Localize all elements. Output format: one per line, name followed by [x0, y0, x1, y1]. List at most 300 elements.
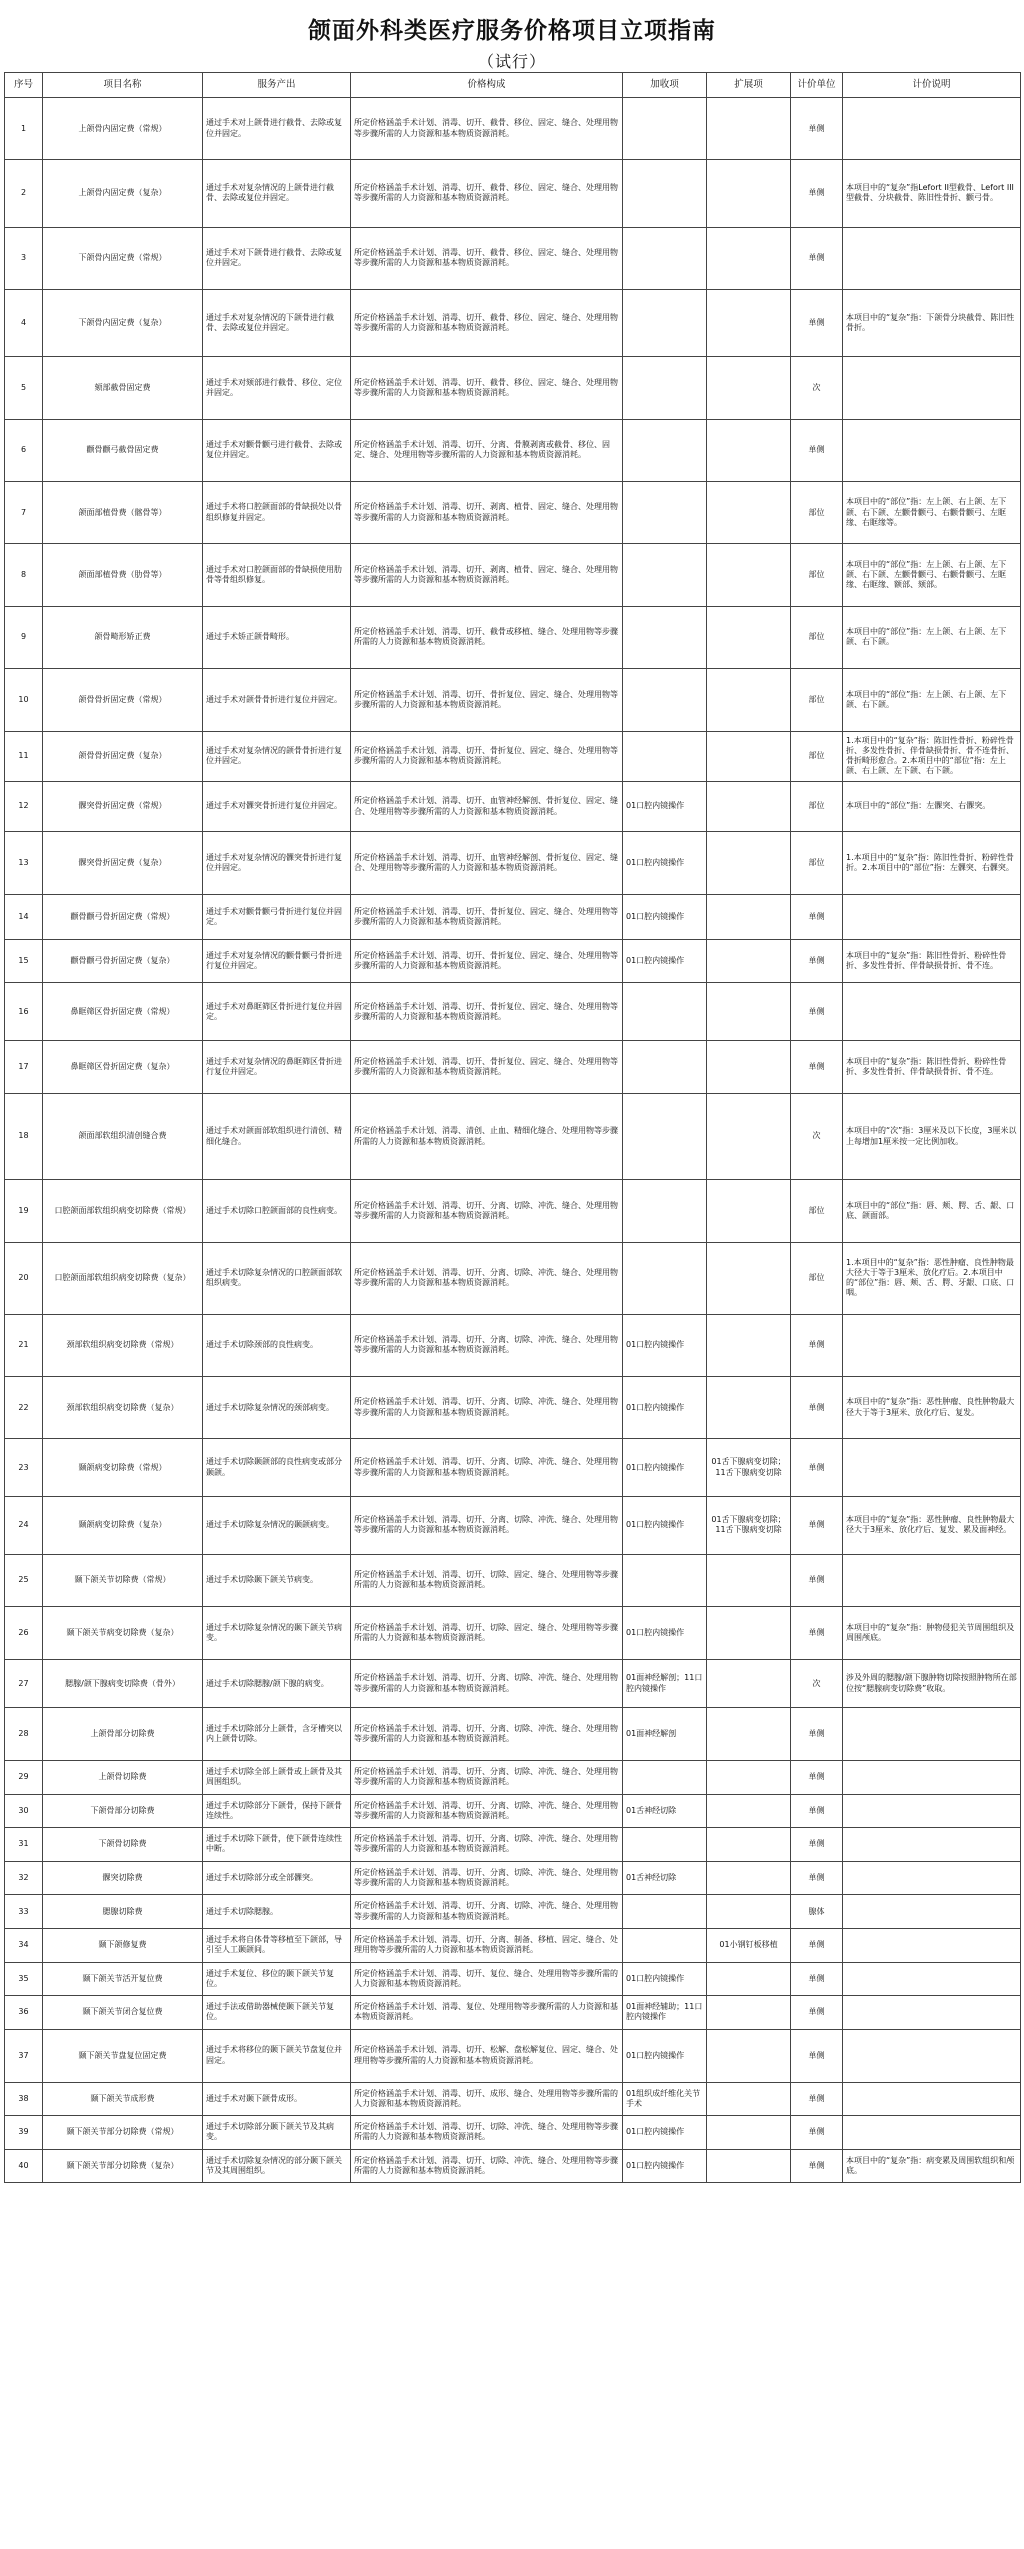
addon-item	[623, 289, 707, 356]
table-row	[5, 1377, 1021, 1439]
row-number: 17	[5, 1041, 43, 1094]
pricing-composition: 所定价格涵盖手术计划、消毒、切开、松解、盘松解复位、固定、缝合、处理用物等步骤所需的人力资源和基本物质资源消耗。	[351, 2029, 623, 2082]
table-row	[5, 1554, 1021, 1607]
extension-item	[707, 669, 791, 731]
pricing-note	[843, 1828, 1021, 1862]
table-row	[5, 1996, 1021, 2030]
addon-item: 01舌神经切除	[623, 1794, 707, 1828]
extension-item	[707, 1861, 791, 1895]
document-title: 颌面外科类医疗服务价格项目立项指南	[308, 17, 716, 44]
extension-item	[707, 1760, 791, 1794]
pricing-note	[843, 1554, 1021, 1607]
project-name: 颞颌病变切除费（复杂）	[43, 1497, 203, 1555]
table-row	[5, 419, 1021, 481]
pricing-composition: 所定价格涵盖手术计划、消毒、切开、成形、缝合、处理用物等步骤所需的人力资源和基本物质资源消耗。	[351, 2082, 623, 2116]
pricing-note	[843, 1962, 1021, 1996]
addon-item: 01口腔内镜操作	[623, 1607, 707, 1660]
extension-item	[707, 1996, 791, 2030]
pricing-unit: 单侧	[791, 1041, 843, 1094]
table-row	[5, 1607, 1021, 1660]
pricing-unit: 单侧	[791, 98, 843, 160]
extension-item	[707, 1314, 791, 1376]
pricing-unit: 单侧	[791, 1607, 843, 1660]
table-row	[5, 1928, 1021, 1962]
document-header	[4, 0, 1020, 72]
pricing-unit: 次	[791, 357, 843, 419]
addon-item	[623, 1041, 707, 1094]
project-name: 上颌骨部分切除费	[43, 1708, 203, 1761]
row-number: 9	[5, 606, 43, 668]
col-header-addon: 加收项	[623, 73, 707, 98]
project-name: 口腔颌面部软组织病变切除费（复杂）	[43, 1242, 203, 1314]
extension-item: 01舌下腺病变切除；11舌下腺病变切除	[707, 1497, 791, 1555]
table-row	[5, 1093, 1021, 1179]
pricing-note	[843, 1895, 1021, 1929]
addon-item	[623, 1093, 707, 1179]
pricing-unit: 单侧	[791, 289, 843, 356]
row-number: 19	[5, 1180, 43, 1242]
extension-item	[707, 1794, 791, 1828]
pricing-composition: 所定价格涵盖手术计划、消毒、切开、剥离、植骨、固定、缝合、处理用物等步骤所需的人力资源和基本物质资源消耗。	[351, 481, 623, 543]
service-output: 通过手术将口腔颌面部的骨缺损处以骨组织修复并固定。	[203, 481, 351, 543]
pricing-unit: 单侧	[791, 1708, 843, 1761]
pricing-note	[843, 2116, 1021, 2150]
project-name: 下颌骨切除费	[43, 1828, 203, 1862]
pricing-note	[843, 1314, 1021, 1376]
pricing-composition: 所定价格涵盖手术计划、消毒、切开、分离、骨膜剥离或截骨、移位、固定、缝合、处理用物等步骤所需的人力资源和基本物质资源消耗。	[351, 419, 623, 481]
service-output: 通过手术切除腮腺。	[203, 1895, 351, 1929]
extension-item	[707, 481, 791, 543]
project-name: 下颌骨内固定费（常规）	[43, 227, 203, 289]
extension-item	[707, 1242, 791, 1314]
project-name: 颞下颌关节部分切除费（常规）	[43, 2116, 203, 2150]
extension-item: 01舌下腺病变切除；11舌下腺病变切除	[707, 1439, 791, 1497]
pricing-composition: 所定价格涵盖手术计划、消毒、切开、骨折复位、固定、缝合、处理用物等步骤所需的人力资源和基本物质资源消耗。	[351, 731, 623, 781]
table-row	[5, 940, 1021, 983]
pricing-unit: 单侧	[791, 940, 843, 983]
addon-item: 01口腔内镜操作	[623, 2149, 707, 2183]
pricing-note	[843, 983, 1021, 1041]
addon-item	[623, 1760, 707, 1794]
pricing-composition: 所定价格涵盖手术计划、消毒、切开、骨折复位、固定、缝合、处理用物等步骤所需的人力资源和基本物质资源消耗。	[351, 1041, 623, 1094]
service-output: 通过手术切除部分颞下颌关节及其病变。	[203, 2116, 351, 2150]
extension-item	[707, 606, 791, 668]
row-number: 3	[5, 227, 43, 289]
project-name: 颞下颌关节闭合复位费	[43, 1996, 203, 2030]
table-row	[5, 832, 1021, 894]
project-name: 腮腺切除费	[43, 1895, 203, 1929]
service-output: 通过手术切除颞颌部的良性病变或部分颞颌。	[203, 1439, 351, 1497]
extension-item	[707, 832, 791, 894]
project-name: 颌面部植骨费（髂骨等）	[43, 481, 203, 543]
pricing-composition: 所定价格涵盖手术计划、消毒、切开、分离、切除、冲洗、缝合、处理用物等步骤所需的人力资源和基本物质资源消耗。	[351, 1760, 623, 1794]
pricing-unit: 单侧	[791, 1996, 843, 2030]
addon-item	[623, 1242, 707, 1314]
addon-item: 01口腔内镜操作	[623, 1377, 707, 1439]
addon-item	[623, 98, 707, 160]
table-row	[5, 894, 1021, 940]
service-output: 通过手术对复杂情况的下颌骨进行截骨、去除或复位并固定。	[203, 289, 351, 356]
addon-item	[623, 731, 707, 781]
pricing-composition: 所定价格涵盖手术计划、消毒、切开、骨折复位、固定、缝合、处理用物等步骤所需的人力资源和基本物质资源消耗。	[351, 940, 623, 983]
project-name: 颞下颌关节切除费（常规）	[43, 1554, 203, 1607]
table-row	[5, 2082, 1021, 2116]
project-name: 颞下颌关节病变切除费（复杂）	[43, 1607, 203, 1660]
extension-item	[707, 731, 791, 781]
col-header-unit: 计价单位	[791, 73, 843, 98]
row-number: 6	[5, 419, 43, 481]
addon-item: 01口腔内镜操作	[623, 832, 707, 894]
service-output: 通过手术将移位的颞下颌关节盘复位并固定。	[203, 2029, 351, 2082]
pricing-unit: 单侧	[791, 1439, 843, 1497]
project-name: 颌骨骨折固定费（常规）	[43, 669, 203, 731]
pricing-note: 本项目中的“复杂”指：病变累及周围软组织和颅底。	[843, 2149, 1021, 2183]
service-output: 通过手术切除复杂情况的颞下颌关节病变。	[203, 1607, 351, 1660]
pricing-unit: 次	[791, 1093, 843, 1179]
addon-item	[623, 227, 707, 289]
table-row	[5, 781, 1021, 831]
row-number: 16	[5, 983, 43, 1041]
extension-item	[707, 1708, 791, 1761]
table-row	[5, 1962, 1021, 1996]
addon-item: 01口腔内镜操作	[623, 1962, 707, 1996]
project-name: 颌骨畸形矫正费	[43, 606, 203, 668]
addon-item	[623, 419, 707, 481]
pricing-note	[843, 1928, 1021, 1962]
row-number: 28	[5, 1708, 43, 1761]
row-number: 24	[5, 1497, 43, 1555]
project-name: 颞下颌关节成形费	[43, 2082, 203, 2116]
addon-item	[623, 606, 707, 668]
pricing-unit: 单侧	[791, 1377, 843, 1439]
service-output: 通过手术切除部分上颌骨，含牙槽突以内上颌骨切除。	[203, 1708, 351, 1761]
pricing-composition: 所定价格涵盖手术计划、消毒、切开、分离、切除、冲洗、缝合、处理用物等步骤所需的人力资源和基本物质资源消耗。	[351, 1439, 623, 1497]
table-row	[5, 1828, 1021, 1862]
col-header-no: 序号	[5, 73, 43, 98]
addon-item: 01口腔内镜操作	[623, 940, 707, 983]
table-row	[5, 1439, 1021, 1497]
service-output: 通过手术对下颌骨进行截骨、去除或复位并固定。	[203, 227, 351, 289]
pricing-note	[843, 227, 1021, 289]
extension-item	[707, 544, 791, 606]
service-output: 通过手术对颞下颌骨成形。	[203, 2082, 351, 2116]
pricing-note	[843, 1708, 1021, 1761]
extension-item	[707, 940, 791, 983]
pricing-composition: 所定价格涵盖手术计划、消毒、切开、分离、切除、冲洗、缝合、处理用物等步骤所需的人力资源和基本物质资源消耗。	[351, 1180, 623, 1242]
pricing-composition: 所定价格涵盖手术计划、消毒、切开、分离、切除、冲洗、缝合、处理用物等步骤所需的人力资源和基本物质资源消耗。	[351, 1314, 623, 1376]
row-number: 21	[5, 1314, 43, 1376]
pricing-note: 本项目中的“部位”指：左髁突、右髁突。	[843, 781, 1021, 831]
extension-item	[707, 289, 791, 356]
pricing-composition: 所定价格涵盖手术计划、消毒、切开、骨折复位、固定、缝合、处理用物等步骤所需的人力资源和基本物质资源消耗。	[351, 983, 623, 1041]
pricing-composition: 所定价格涵盖手术计划、消毒、切开、切除、固定、缝合、处理用物等步骤所需的人力资源和基本物质资源消耗。	[351, 1554, 623, 1607]
pricing-composition: 所定价格涵盖手术计划、消毒、切开、分离、切除、冲洗、缝合、处理用物等步骤所需的人力资源和基本物质资源消耗。	[351, 1828, 623, 1862]
pricing-note	[843, 1760, 1021, 1794]
table-row	[5, 160, 1021, 227]
extension-item	[707, 227, 791, 289]
row-number: 1	[5, 98, 43, 160]
table-row	[5, 1041, 1021, 1094]
row-number: 18	[5, 1093, 43, 1179]
table-row	[5, 227, 1021, 289]
table-row	[5, 1180, 1021, 1242]
row-number: 30	[5, 1794, 43, 1828]
addon-item: 01口腔内镜操作	[623, 2029, 707, 2082]
pricing-table	[4, 72, 1021, 2183]
pricing-note: 本项目中的“部位”指：左上颌、右上颌、左下颌、右下颌、左颧骨颧弓、右颧骨颧弓、左眶缘、右眶缘、额部、颏部。	[843, 544, 1021, 606]
table-row	[5, 98, 1021, 160]
pricing-unit: 单侧	[791, 1928, 843, 1962]
row-number: 35	[5, 1962, 43, 1996]
pricing-unit: 部位	[791, 781, 843, 831]
pricing-composition: 所定价格涵盖手术计划、消毒、切开、分离、切除、冲洗、缝合、处理用物等步骤所需的人力资源和基本物质资源消耗。	[351, 1497, 623, 1555]
table-row	[5, 1861, 1021, 1895]
pricing-unit: 部位	[791, 1180, 843, 1242]
table-row	[5, 544, 1021, 606]
pricing-unit: 单侧	[791, 419, 843, 481]
col-header-pricing: 价格构成	[351, 73, 623, 98]
pricing-composition: 所定价格涵盖手术计划、消毒、复位、处理用物等步骤所需的人力资源和基本物质资源消耗。	[351, 1996, 623, 2030]
pricing-unit: 单侧	[791, 1794, 843, 1828]
pricing-note: 本项目中的“复杂”指：下颌骨分块截骨、陈旧性骨折。	[843, 289, 1021, 356]
project-name: 颞颌病变切除费（常规）	[43, 1439, 203, 1497]
addon-item: 01口腔内镜操作	[623, 1314, 707, 1376]
pricing-unit: 部位	[791, 1242, 843, 1314]
table-row	[5, 2029, 1021, 2082]
row-number: 5	[5, 357, 43, 419]
pricing-note: 1.本项目中的“复杂”指：陈旧性骨折、粉碎性骨折、多发性骨折、伴骨缺损骨折、骨不连骨折、骨折畸形愈合。2.本项目中的“部位”指：左上颌、右上颌、左下颌、右下颌。	[843, 731, 1021, 781]
extension-item	[707, 1180, 791, 1242]
row-number: 40	[5, 2149, 43, 2183]
pricing-unit: 单侧	[791, 227, 843, 289]
service-output: 通过手术切除部分下颌骨，保持下颌骨连续性。	[203, 1794, 351, 1828]
project-name: 颈部软组织病变切除费（常规）	[43, 1314, 203, 1376]
pricing-note	[843, 1861, 1021, 1895]
addon-item	[623, 160, 707, 227]
service-output: 通过手术对颌面部软组织进行清创、精细化缝合。	[203, 1093, 351, 1179]
pricing-unit: 腺体	[791, 1895, 843, 1929]
pricing-composition: 所定价格涵盖手术计划、消毒、切开、切除、冲洗、缝合、处理用物等步骤所需的人力资源和基本物质资源消耗。	[351, 2149, 623, 2183]
addon-item: 01口腔内镜操作	[623, 1497, 707, 1555]
pricing-note: 本项目中的“次”指：3厘米及以下长度，3厘米以上每增加1厘米按一定比例加收。	[843, 1093, 1021, 1179]
pricing-unit: 部位	[791, 731, 843, 781]
service-output: 通过手术切除部分或全部髁突。	[203, 1861, 351, 1895]
addon-item	[623, 481, 707, 543]
addon-item: 01组织成纤维化关节手术	[623, 2082, 707, 2116]
table-row	[5, 606, 1021, 668]
project-name: 颧骨颧弓骨折固定费（复杂）	[43, 940, 203, 983]
project-name: 颞下颌修复费	[43, 1928, 203, 1962]
addon-item	[623, 544, 707, 606]
project-name: 颞下颌关节部分切除费（复杂）	[43, 2149, 203, 2183]
extension-item	[707, 1607, 791, 1660]
pricing-note: 本项目中的“复杂”指：陈旧性骨折、粉碎性骨折、多发性骨折、伴骨缺损骨折、骨不连。	[843, 940, 1021, 983]
project-name: 颧骨颧弓截骨固定费	[43, 419, 203, 481]
service-output: 通过手术对颏部进行截骨、移位、定位并固定。	[203, 357, 351, 419]
pricing-unit: 次	[791, 1660, 843, 1708]
service-output: 通过手术复位、移位的颞下颌关节复位。	[203, 1962, 351, 1996]
pricing-unit: 单侧	[791, 2082, 843, 2116]
pricing-unit: 单侧	[791, 2149, 843, 2183]
pricing-composition: 所定价格涵盖手术计划、消毒、切开、分离、切除、冲洗、缝合、处理用物等步骤所需的人力资源和基本物质资源消耗。	[351, 1708, 623, 1761]
pricing-composition: 所定价格涵盖手术计划、消毒、切开、分离、切除、冲洗、缝合、处理用物等步骤所需的人力资源和基本物质资源消耗。	[351, 1794, 623, 1828]
table-row	[5, 983, 1021, 1041]
addon-item	[623, 1554, 707, 1607]
pricing-composition: 所定价格涵盖手术计划、消毒、切开、截骨、移位、固定、缝合、处理用物等步骤所需的人力资源和基本物质资源消耗。	[351, 289, 623, 356]
pricing-composition: 所定价格涵盖手术计划、消毒、切开、血管神经解剖、骨折复位、固定、缝合、处理用物等步骤所需的人力资源和基本物质资源消耗。	[351, 781, 623, 831]
table-row	[5, 1708, 1021, 1761]
addon-item	[623, 1928, 707, 1962]
row-number: 4	[5, 289, 43, 356]
extension-item	[707, 1962, 791, 1996]
pricing-note: 1.本项目中的“复杂”指：恶性肿瘤、良性肿物最大径大于等于3厘米、放化疗后。2.本项目中的“部位”指：唇、颊、舌、腭、牙龈、口底、口咽。	[843, 1242, 1021, 1314]
addon-item: 01面神经解剖	[623, 1708, 707, 1761]
pricing-composition: 所定价格涵盖手术计划、消毒、切开、分离、切除、冲洗、缝合、处理用物等步骤所需的人力资源和基本物质资源消耗。	[351, 1660, 623, 1708]
project-name: 颌面部软组织清创缝合费	[43, 1093, 203, 1179]
project-name: 鼻眶筛区骨折固定费（复杂）	[43, 1041, 203, 1094]
row-number: 38	[5, 2082, 43, 2116]
service-output: 通过手术对髁突骨折进行复位并固定。	[203, 781, 351, 831]
extension-item	[707, 781, 791, 831]
row-number: 23	[5, 1439, 43, 1497]
pricing-note: 涉及外周的腮腺/颌下腺肿物切除按照肿物所在部位按“腮腺病变切除费”收取。	[843, 1660, 1021, 1708]
addon-item	[623, 669, 707, 731]
table-row	[5, 2149, 1021, 2183]
pricing-note: 本项目中的“复杂”指：肿物侵犯关节周围组织及周围颅底。	[843, 1607, 1021, 1660]
table-row	[5, 289, 1021, 356]
table-row	[5, 731, 1021, 781]
service-output: 通过手术切除复杂情况的部分颞下颌关节及其周围组织。	[203, 2149, 351, 2183]
project-name: 髁突切除费	[43, 1861, 203, 1895]
pricing-composition: 所定价格涵盖手术计划、消毒、切开、分离、切除、冲洗、缝合、处理用物等步骤所需的人力资源和基本物质资源消耗。	[351, 1861, 623, 1895]
pricing-note: 本项目中的“复杂”指Lefort II型截骨、Lefort III型截骨、分块截骨、陈旧性骨折、颧弓骨。	[843, 160, 1021, 227]
extension-item	[707, 1660, 791, 1708]
row-number: 32	[5, 1861, 43, 1895]
service-output: 通过手术对复杂情况的颧骨颧弓骨折进行复位并固定。	[203, 940, 351, 983]
extension-item: 01小钢钉板移植	[707, 1928, 791, 1962]
pricing-unit: 单侧	[791, 983, 843, 1041]
service-output: 通过手术矫正颌骨畸形。	[203, 606, 351, 668]
pricing-unit: 单侧	[791, 1760, 843, 1794]
pricing-note	[843, 1439, 1021, 1497]
extension-item	[707, 1377, 791, 1439]
row-number: 33	[5, 1895, 43, 1929]
row-number: 34	[5, 1928, 43, 1962]
addon-item: 01口腔内镜操作	[623, 894, 707, 940]
extension-item	[707, 1041, 791, 1094]
pricing-composition: 所定价格涵盖手术计划、消毒、切开、分离、切除、冲洗、缝合、处理用物等步骤所需的人力资源和基本物质资源消耗。	[351, 1242, 623, 1314]
pricing-unit: 部位	[791, 544, 843, 606]
pricing-composition: 所定价格涵盖手术计划、消毒、切开、骨折复位、固定、缝合、处理用物等步骤所需的人力资源和基本物质资源消耗。	[351, 669, 623, 731]
project-name: 髁突骨折固定费（常规）	[43, 781, 203, 831]
col-header-ext: 扩展项	[707, 73, 791, 98]
table-row	[5, 1794, 1021, 1828]
pricing-composition: 所定价格涵盖手术计划、消毒、切开、切除、固定、缝合、处理用物等步骤所需的人力资源和基本物质资源消耗。	[351, 1607, 623, 1660]
pricing-note	[843, 1996, 1021, 2030]
service-output: 通过手术对鼻眶筛区骨折进行复位并固定。	[203, 983, 351, 1041]
pricing-composition: 所定价格涵盖手术计划、消毒、切开、分离、切除、冲洗、缝合、处理用物等步骤所需的人力资源和基本物质资源消耗。	[351, 1377, 623, 1439]
project-name: 颌面部植骨费（肋骨等）	[43, 544, 203, 606]
row-number: 10	[5, 669, 43, 731]
row-number: 27	[5, 1660, 43, 1708]
project-name: 上颌骨切除费	[43, 1760, 203, 1794]
document-subtitle: （试行）	[477, 52, 546, 71]
pricing-unit: 单侧	[791, 894, 843, 940]
pricing-note	[843, 419, 1021, 481]
service-output: 通过手术对复杂情况的上颌骨进行截骨、去除或复位并固定。	[203, 160, 351, 227]
project-name: 颞下颌关节活开复位费	[43, 1962, 203, 1996]
pricing-composition: 所定价格涵盖手术计划、消毒、切开、剥离、植骨、固定、缝合、处理用物等步骤所需的人力资源和基本物质资源消耗。	[351, 544, 623, 606]
pricing-note: 本项目中的“部位”指：左上颌、右上颌、左下颌、右下颌、左颧骨颧弓、右颧骨颧弓、左眶缘、右眶缘等。	[843, 481, 1021, 543]
table-row	[5, 1760, 1021, 1794]
addon-item: 01面神经辅助；11口腔内镜操作	[623, 1996, 707, 2030]
pricing-unit: 部位	[791, 606, 843, 668]
service-output: 通过手术切除颈部的良性病变。	[203, 1314, 351, 1376]
extension-item	[707, 1093, 791, 1179]
service-output: 通过手术对复杂情况的髁突骨折进行复位并固定。	[203, 832, 351, 894]
pricing-note: 本项目中的“部位”指：唇、颊、腭、舌、龈、口底、颌面部。	[843, 1180, 1021, 1242]
row-number: 2	[5, 160, 43, 227]
pricing-unit: 单侧	[791, 1554, 843, 1607]
pricing-composition: 所定价格涵盖手术计划、消毒、切开、切除、冲洗、缝合、处理用物等步骤所需的人力资源和基本物质资源消耗。	[351, 2116, 623, 2150]
row-number: 25	[5, 1554, 43, 1607]
addon-item: 01口腔内镜操作	[623, 781, 707, 831]
pricing-unit: 单侧	[791, 1962, 843, 1996]
col-header-output: 服务产出	[203, 73, 351, 98]
pricing-composition: 所定价格涵盖手术计划、消毒、切开、分离、制备、移植、固定、缝合、处理用物等步骤所需的人力资源和基本物质资源消耗。	[351, 1928, 623, 1962]
project-name: 上颌骨内固定费（复杂）	[43, 160, 203, 227]
extension-item	[707, 419, 791, 481]
pricing-unit: 单侧	[791, 1314, 843, 1376]
service-output: 通过手术切除全部上颌骨或上颌骨及其周围组织。	[203, 1760, 351, 1794]
table-row	[5, 1314, 1021, 1376]
pricing-note: 本项目中的“部位”指：左上颌、右上颌、左下颌、右下颌。	[843, 606, 1021, 668]
table-row	[5, 669, 1021, 731]
extension-item	[707, 98, 791, 160]
table-row	[5, 1497, 1021, 1555]
table-row	[5, 1242, 1021, 1314]
row-number: 39	[5, 2116, 43, 2150]
pricing-composition: 所定价格涵盖手术计划、消毒、切开、截骨、移位、固定、缝合、处理用物等步骤所需的人力资源和基本物质资源消耗。	[351, 357, 623, 419]
row-number: 12	[5, 781, 43, 831]
addon-item: 01口腔内镜操作	[623, 1439, 707, 1497]
service-output: 通过手术将自体骨等移植至下颌部，导引至人工颞颌间。	[203, 1928, 351, 1962]
addon-item: 01口腔内镜操作	[623, 2116, 707, 2150]
service-output: 通过手术对颧骨颧弓骨折进行复位并固定。	[203, 894, 351, 940]
row-number: 20	[5, 1242, 43, 1314]
service-output: 通过手术对口腔颌面部的骨缺损使用肋骨等骨组织修复。	[203, 544, 351, 606]
pricing-unit: 单侧	[791, 2029, 843, 2082]
col-header-note: 计价说明	[843, 73, 1021, 98]
project-name: 下颌骨内固定费（复杂）	[43, 289, 203, 356]
project-name: 下颌骨部分切除费	[43, 1794, 203, 1828]
pricing-unit: 单侧	[791, 1497, 843, 1555]
extension-item	[707, 1554, 791, 1607]
service-output: 通过手术对复杂情况的颌骨骨折进行复位并固定。	[203, 731, 351, 781]
row-number: 29	[5, 1760, 43, 1794]
extension-item	[707, 357, 791, 419]
service-output: 通过手术对颌骨骨折进行复位并固定。	[203, 669, 351, 731]
pricing-composition: 所定价格涵盖手术计划、消毒、清创、止血、精细化缝合、处理用物等步骤所需的人力资源和基本物质资源消耗。	[351, 1093, 623, 1179]
service-output: 通过手术切除颞下颌关节病变。	[203, 1554, 351, 1607]
pricing-composition: 所定价格涵盖手术计划、消毒、切开、截骨、移位、固定、缝合、处理用物等步骤所需的人力资源和基本物质资源消耗。	[351, 98, 623, 160]
project-name: 颧骨颧弓骨折固定费（常规）	[43, 894, 203, 940]
project-name: 颏部截骨固定费	[43, 357, 203, 419]
service-output: 通过手术切除腮腺/颌下腺的病变。	[203, 1660, 351, 1708]
table-row	[5, 357, 1021, 419]
row-number: 8	[5, 544, 43, 606]
service-output: 通过手术对上颌骨进行截骨、去除或复位并固定。	[203, 98, 351, 160]
